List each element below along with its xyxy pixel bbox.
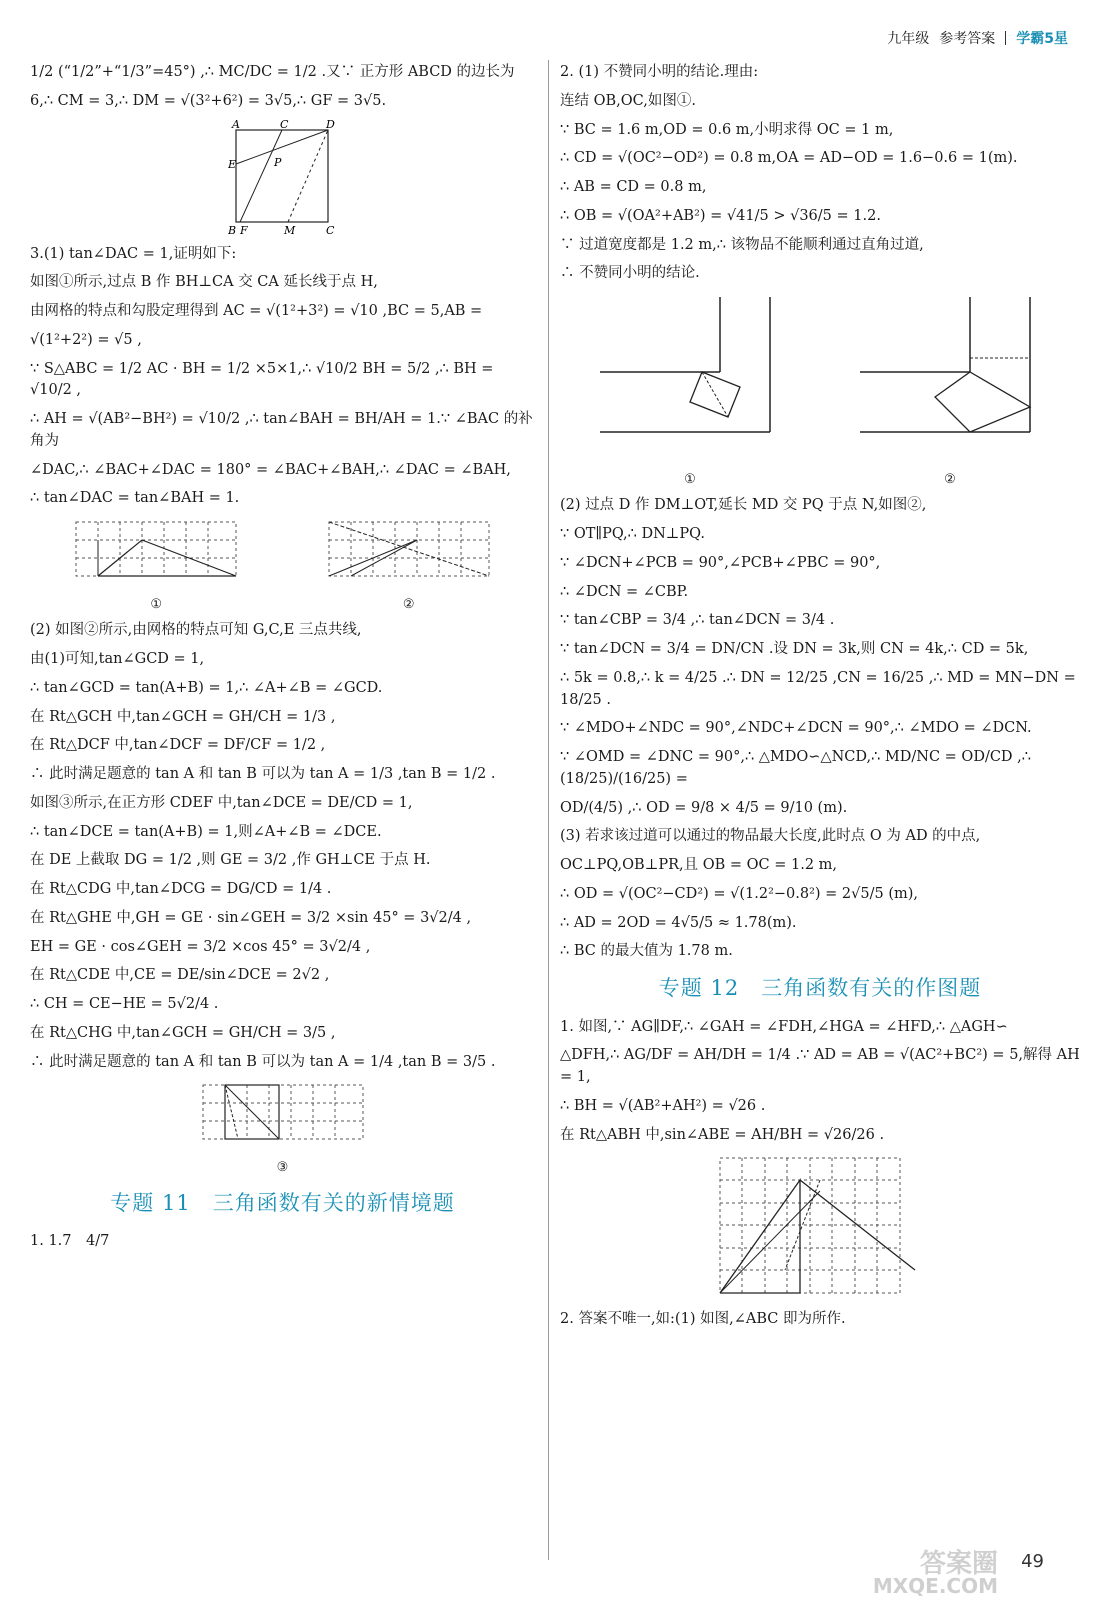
text-line: ∠DAC,∴ ∠BAC+∠DAC = 180° = ∠BAC+∠BAH,∴ ∠DAC = ∠BAH, [30, 461, 511, 478]
text-line: ∴ ∠DCN = ∠CBP. [560, 583, 689, 600]
text-line: ∴ 5k = 0.8,∴ k = 4/25 .∴ DN = 12/25 ,CN = 16/25 ,∴ MD = MN−DN = 18/25 . [560, 669, 1076, 708]
text-line: 连结 OB,OC,如图①. [560, 92, 696, 109]
text-line: ∵ BC = 1.6 m,OD = 0.6 m,小明求得 OC = 1 m, [560, 121, 894, 138]
corridor-figure-1 [590, 292, 790, 489]
text-line: (3) 若求该过道可以通过的物品最大长度,此时点 O 为 AD 的中点, [560, 828, 981, 845]
fig-label: F [239, 223, 248, 237]
grade-label: 九年级 [887, 31, 930, 47]
text-line: OD/(4/5) ,∴ OD = 9/8 × 4/5 = 9/10 (m). [560, 799, 848, 816]
text-line: ∵ OT∥PQ,∴ DN⊥PQ. [560, 526, 705, 542]
square-figure [228, 120, 338, 238]
text-line: 在 Rt△ABH 中,sin∠ABE = AH/BH = √26/26 . [560, 1126, 885, 1143]
text-line: 在 Rt△GCH 中,tan∠GCH = GH/CH = 1/3 , [30, 708, 336, 725]
text-line: 1/2 (“1/2”+“1/3”=45°) ,∴ MC/DC = 1/2 .又∵ 正方形 ABCD 的边长为 [30, 64, 515, 80]
fig-label: P [273, 155, 281, 169]
section-title: 专题 11 三角函数有关的新情境题 [110, 1190, 455, 1215]
watermark-url: MXQE.COM [872, 1574, 998, 1598]
fig-label: A [231, 119, 240, 131]
text-line: 2. (1) 不赞同小明的结论.理由: [560, 64, 759, 80]
text-line: EH = GE · cos∠GEH = 3/2 ×cos 45° = 3√2/4 , [30, 938, 371, 955]
text-line: ∵ 过道宽度都是 1.2 m,∴ 该物品不能顺利通过直角过道, [560, 236, 924, 253]
text-line: 3.(1) tan∠DAC = 1,证明如下: [30, 245, 237, 262]
header-divider [1005, 31, 1006, 45]
fig-label: C [325, 223, 334, 237]
corridor-figure-2 [850, 292, 1050, 489]
figure-caption: ① [684, 471, 696, 487]
text-line: ∴ CH = CE−HE = 5√2/4 . [30, 996, 219, 1012]
text-line: ∴ 不赞同小明的结论. [560, 265, 700, 282]
answers-label: 参考答案 [939, 31, 996, 47]
fig-label: D [325, 119, 335, 131]
text-line: 在 Rt△CDE 中,CE = DE/sin∠DCE = 2√2 , [30, 967, 330, 984]
answer-line: 1. 1.7 4/7 [30, 1233, 110, 1249]
fig-label: E [227, 157, 236, 171]
text-line: ∴ BC 的最大值为 1.78 m. [560, 943, 733, 960]
figure-caption: ③ [276, 1160, 289, 1175]
text-line: 在 Rt△CDG 中,tan∠DCG = DG/CD = 1/4 . [30, 881, 332, 897]
text-line: △DFH,∴ AG/DF = AH/DH = 1/4 .∵ AD = AB = √(AC²+BC²) = 5,解得 AH = 1, [560, 1047, 1080, 1085]
page-number: 49 [1021, 1551, 1044, 1572]
left-column [30, 62, 535, 1260]
watermark-logo: 答案圈 [919, 1549, 998, 1579]
text-line: ∴ tan∠DAC = tan∠BAH = 1. [30, 490, 240, 507]
text-line: OC⊥PQ,OB⊥PR,且 OB = OC = 1.2 m, [560, 857, 838, 873]
text-line: ∴ 此时满足题意的 tan A 和 tan B 可以为 tan A = 1/3 ,tan B = 1/2 . [30, 766, 496, 782]
text-line: 在 Rt△GHE 中,GH = GE · sin∠GEH = 3/2 ×sin 45° = 3√2/4 , [30, 909, 472, 926]
right-column [560, 62, 1080, 1338]
page-header [887, 28, 1068, 48]
text-line: 2. 答案不唯一,如:(1) 如图,∠ABC 即为所作. [560, 1311, 846, 1328]
section-title: 专题 12 三角函数有关的作图题 [658, 976, 982, 1000]
text-line: (2) 如图②所示,由网格的特点可知 G,C,E 三点共线, [30, 622, 362, 639]
figure-caption: ② [402, 596, 415, 612]
text-line: ∵ ∠MDO+∠NDC = 90°,∠NDC+∠DCN = 90°,∴ ∠MDO = ∠DCN. [560, 720, 1032, 737]
text-line: ∴ 此时满足题意的 tan A 和 tan B 可以为 tan A = 1/4 ,tan B = 3/5 . [30, 1053, 496, 1070]
text-line: 由(1)可知,tan∠GCD = 1, [30, 651, 205, 667]
text-line: ∴ CD = √(OC²−OD²) = 0.8 m,OA = AD−OD = 1.6−0.6 = 1(m). [560, 150, 1018, 167]
grid-figure-1 [71, 517, 241, 614]
fig-label: C [279, 119, 288, 131]
grid-figure-2 [324, 517, 494, 614]
text-line: (2) 过点 D 作 DM⊥OT,延长 MD 交 PQ 于点 N,如图②, [560, 497, 927, 514]
column-divider [548, 60, 549, 1560]
text-line: 在 Rt△DCF 中,tan∠DCF = DF/CF = 1/2 , [30, 737, 326, 754]
text-line: ∴ AB = CD = 0.8 m, [560, 179, 707, 195]
text-line: 6,∴ CM = 3,∴ DM = √(3²+6²) = 3√5,∴ GF = 3√5. [30, 92, 387, 109]
text-line: ∴ OD = √(OC²−CD²) = √(1.2²−0.8²) = 2√5/5 (m), [560, 885, 919, 902]
text-line: ∴ BH = √(AB²+AH²) = √26 . [560, 1097, 766, 1114]
text-line: ∴ tan∠GCD = tan(A+B) = 1,∴ ∠A+∠B = ∠GCD. [30, 679, 383, 696]
fig-label: M [283, 223, 295, 237]
grid-figure-3 [30, 1080, 535, 1177]
text-line: 如图①所示,过点 B 作 BH⊥CA 交 CA 延长线于点 H, [30, 274, 378, 291]
text-line: ∵ ∠DCN+∠PCB = 90°,∠PCB+∠PBC = 90°, [560, 554, 881, 571]
text-line: ∵ S△ABC = 1/2 AC · BH = 1/2 ×5×1,∴ √10/2 BH = 5/2 ,∴ BH = √10/2 , [30, 360, 494, 399]
text-line: ∴ OB = √(OA²+AB²) = √41/5 > √36/5 = 1.2. [560, 207, 881, 224]
figure-caption: ① [150, 596, 163, 612]
text-line: ∴ AH = √(AB²−BH²) = √10/2 ,∴ tan∠BAH = BH/AH = 1.∵ ∠BAC 的补角为 [30, 411, 533, 449]
text-line: ∴ AD = 2OD = 4√5/5 ≈ 1.78(m). [560, 914, 797, 931]
brand-logo: 学霸5星 [1016, 31, 1068, 47]
grid-figures-row [30, 517, 535, 614]
text-line: 在 DE 上截取 DG = 1/2 ,则 GE = 3/2 ,作 GH⊥CE 于点 H. [30, 852, 431, 869]
corridor-figures-row [560, 292, 1080, 489]
fig-label: B [227, 223, 236, 237]
text-line: 在 Rt△CHG 中,tan∠GCH = GH/CH = 3/5 , [30, 1024, 336, 1041]
text-line: ∴ tan∠DCE = tan(A+B) = 1,则∠A+∠B = ∠DCE. [30, 823, 382, 840]
text-line: 如图③所示,在正方形 CDEF 中,tan∠DCE = DE/CD = 1, [30, 794, 413, 811]
text-line: 1. 如图,∵ AG∥DF,∴ ∠GAH = ∠FDH,∠HGA = ∠HFD,∴ △AGH∽ [560, 1018, 1008, 1035]
text-line: 由网格的特点和勾股定理得到 AC = √(1²+3²) = √10 ,BC = 5,AB = [30, 303, 483, 319]
text-line: √(1²+2²) = √5 , [30, 331, 142, 348]
grid-triangle-figure [710, 1153, 930, 1303]
text-line: ∵ tan∠CBP = 3/4 ,∴ tan∠DCN = 3/4 . [560, 612, 835, 629]
text-line: ∵ ∠OMD = ∠DNC = 90°,∴ △MDO∽△NCD,∴ MD/NC = OD/CD ,∴ (18/25)/(16/25) = [560, 749, 1031, 787]
text-line: ∵ tan∠DCN = 3/4 = DN/CN .设 DN = 3k,则 CN = 4k,∴ CD = 5k, [560, 641, 1029, 657]
figure-caption: ② [944, 471, 956, 487]
